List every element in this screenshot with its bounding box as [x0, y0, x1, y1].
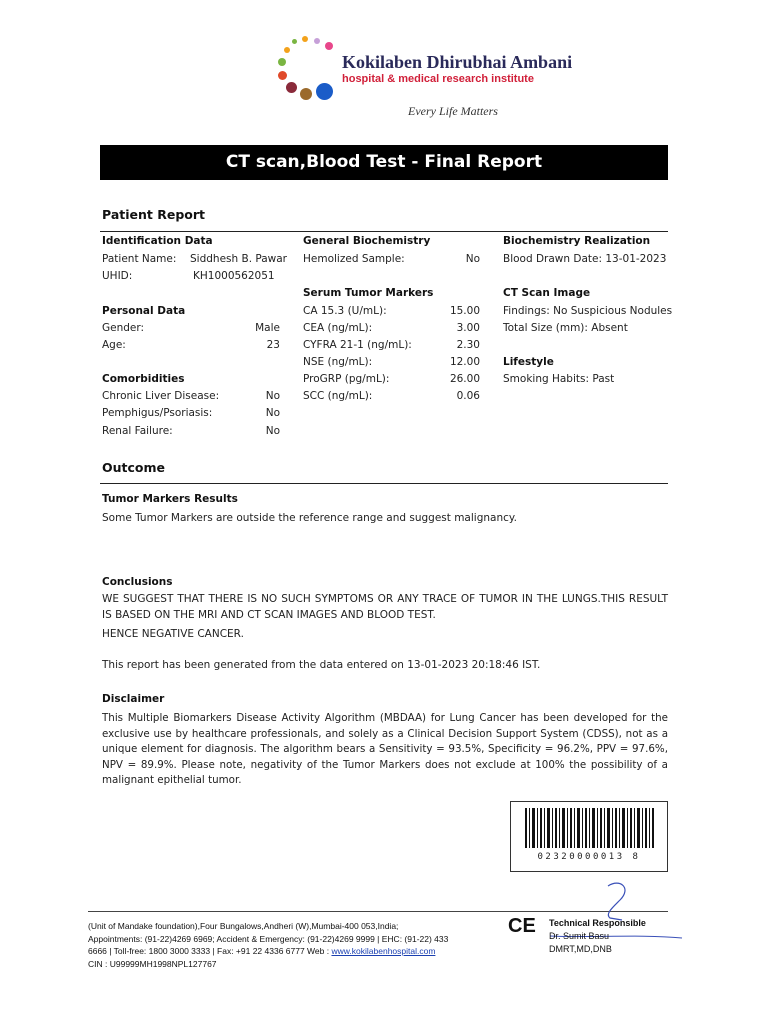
conclusions-text-2: HENCE NEGATIVE CANCER. [102, 628, 244, 640]
marker-value: 0.06 [456, 390, 480, 402]
barcode [510, 801, 668, 872]
footer-line: Appointments: (91-22)4269 6969; Accident & Emergency: (91-22)4269 9999 | EHC: (91-22) 433 [88, 933, 449, 944]
comorbidity-label: Chronic Liver Disease: [102, 390, 220, 402]
comorbidity-value: No [265, 425, 280, 437]
generated-note: This report has been generated from the data entered on 13-01-2023 20:18:46 IST. [102, 659, 541, 671]
comorbidity-value: No [265, 407, 280, 419]
patient-report-heading: Patient Report [102, 207, 206, 222]
footer-line: (Unit of Mandake foundation),Four Bungalows,Andheri (W),Mumbai-400 053,India; [88, 921, 399, 931]
hospital-name: Kokilaben Dhirubhai Ambani [342, 52, 573, 72]
gender-value: Male [255, 322, 280, 334]
marker-value: 26.00 [449, 373, 480, 385]
signatory-name: Dr. Sumit Basu [549, 931, 610, 941]
footer-address [88, 920, 488, 970]
hemolized-label: Hemolized Sample: [303, 253, 405, 265]
personal-heading: Personal Data [102, 305, 186, 317]
gender-label: Gender: [102, 322, 145, 334]
marker-label: CYFRA 21-1 (ng/mL): [303, 339, 412, 351]
divider [100, 231, 668, 232]
comorbidities-heading: Comorbidities [102, 373, 185, 385]
ce-mark: CE [508, 915, 536, 937]
footer-line [88, 945, 488, 958]
ct-total-size: Total Size (mm): Absent [503, 322, 628, 334]
marker-value: 3.00 [456, 322, 480, 334]
hospital-subtitle: hospital & medical research institute [342, 73, 534, 85]
patient-name-value: Siddhesh B. Pawar [190, 253, 288, 265]
signatory [549, 917, 646, 956]
biochemistry-realization-heading: Biochemistry Realization [503, 235, 651, 247]
patient-name-label: Patient Name: [102, 253, 177, 265]
uhid-value: KH1000562051 [193, 270, 275, 282]
age-label: Age: [102, 339, 126, 351]
blood-drawn-date: Blood Drawn Date: 13-01-2023 [503, 253, 667, 265]
report-title: CT scan,Blood Test - Final Report [100, 145, 668, 180]
general-biochemistry-heading: General Biochemistry [303, 235, 431, 247]
identification-heading: Identification Data [102, 235, 213, 247]
tumor-markers-results-heading: Tumor Markers Results [102, 493, 238, 505]
barcode-icon [525, 808, 655, 848]
signatory-degrees: DMRT,MD,DNB [549, 944, 612, 954]
marker-label: ProGRP (pg/mL): [303, 373, 390, 385]
marker-label: NSE (ng/mL): [303, 356, 373, 368]
tumor-markers-results-text: Some Tumor Markers are outside the reference range and suggest malignancy. [102, 512, 517, 524]
comorbidity-label: Renal Failure: [102, 425, 173, 437]
marker-label: CA 15.3 (U/mL): [303, 305, 387, 317]
lifestyle-heading: Lifestyle [503, 356, 554, 368]
hemolized-value: No [465, 253, 480, 265]
smoking-habits: Smoking Habits: Past [503, 373, 615, 385]
hospital-logo [270, 36, 573, 124]
marker-value: 12.00 [449, 356, 480, 368]
signatory-title: Technical Responsible [549, 918, 646, 928]
uhid-label: UHID: [102, 270, 133, 282]
hospital-tagline: Every Life Matters [408, 104, 498, 118]
divider [100, 483, 668, 484]
disclaimer-text: This Multiple Biomarkers Disease Activity Algorithm (MBDAA) for Lung Cancer has been developed for the exclusive use by healthcare professionals, and solely as a Clinical Decision Support System (CDSS), not as a unique element for diagnosis. The algorithm bears a Sensitivity = 93.5%, Specificity = 96.2%, PPV = 97.6%, NPV = 89.9%. Please note, negativity of the Tumor Markers does not exclude at 100% the possibility of a malignant epithelial tumor. [102, 712, 668, 786]
website-link[interactable]: www.kokilabenhospital.com [331, 946, 436, 956]
disclaimer-heading: Disclaimer [102, 693, 165, 705]
comorbidity-value: No [265, 390, 280, 402]
conclusions-heading: Conclusions [102, 576, 173, 588]
barcode-number: 02320000013 8 [537, 852, 641, 862]
conclusions-text: WE SUGGEST THAT THERE IS NO SUCH SYMPTOMS OR ANY TRACE OF TUMOR IN THE LUNGS.THIS RESULT IS BASED ON THE MRI AND CT SCAN IMAGES AND BLOOD TEST. [102, 593, 668, 621]
outcome-heading: Outcome [102, 460, 166, 475]
ct-findings: Findings: No Suspicious Nodules [503, 305, 673, 317]
marker-value: 2.30 [456, 339, 480, 351]
logo-dots-icon [274, 36, 344, 106]
marker-value: 15.00 [449, 305, 480, 317]
marker-label: CEA (ng/mL): [303, 322, 373, 334]
ct-scan-heading: CT Scan Image [503, 287, 591, 299]
marker-label: SCC (ng/mL): [303, 390, 373, 402]
footer-line-text: 6666 | Toll-free: 1800 3000 3333 | Fax: +91 22 4336 6777 Web : [88, 946, 332, 956]
footer-line: CIN : U99999MH1998NPL127767 [88, 958, 217, 969]
age-value: 23 [266, 339, 280, 351]
comorbidity-label: Pemphigus/Psoriasis: [102, 407, 213, 419]
serum-tumor-markers-heading: Serum Tumor Markers [303, 287, 434, 299]
